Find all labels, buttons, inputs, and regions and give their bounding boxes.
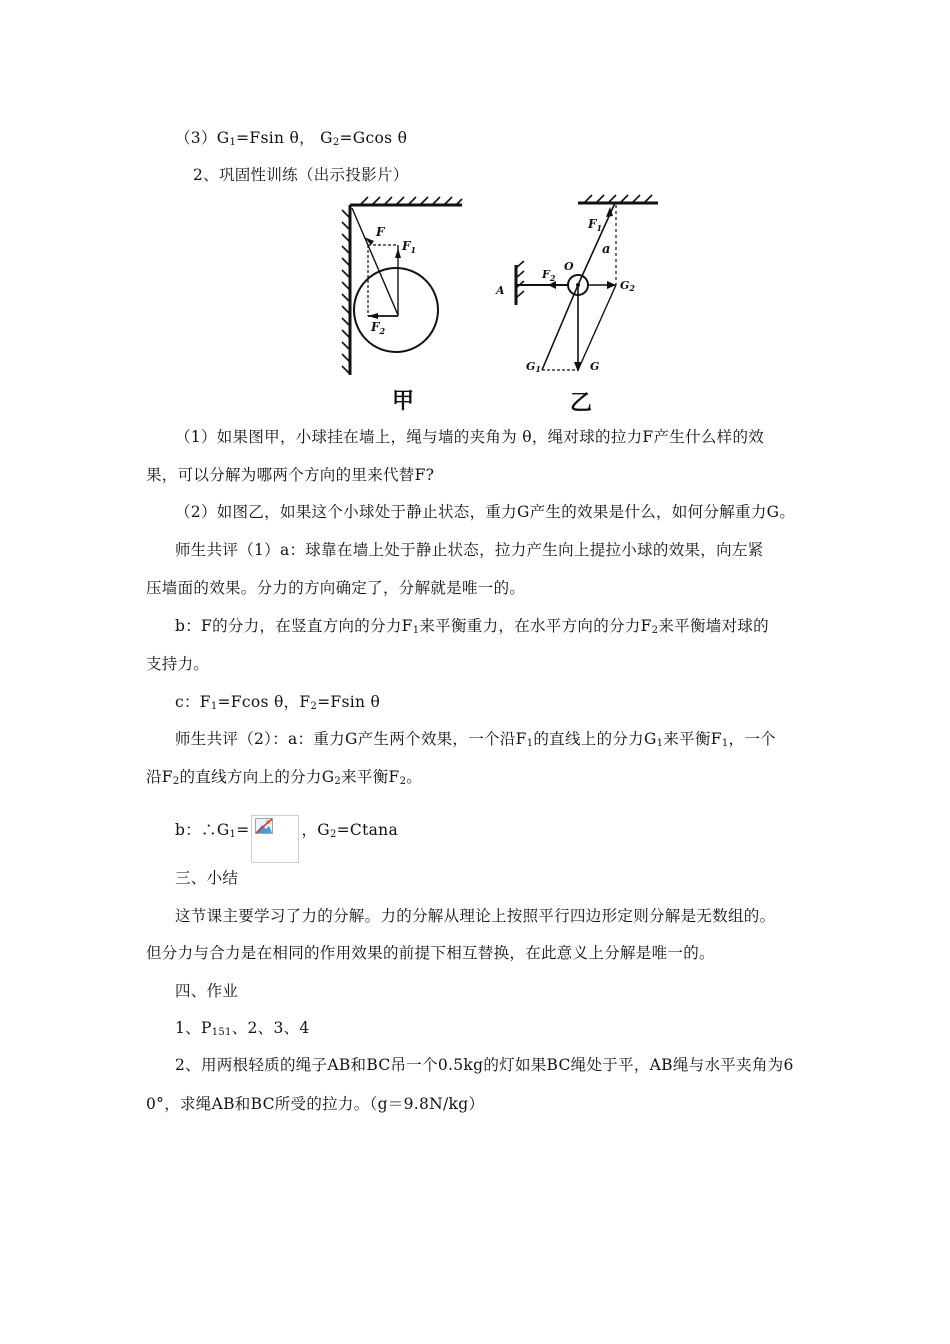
- label-g1: G1: [526, 360, 541, 374]
- review-1-b-line-2: 支持力。: [146, 655, 210, 673]
- label-f: F: [376, 225, 385, 239]
- caption-jia: 甲: [392, 388, 415, 414]
- force-diagram-svg: [340, 190, 680, 420]
- caption-yi: 乙: [570, 390, 593, 416]
- homework-item-2-line-2: 0°，求绳AB和BC所受的拉力。（g＝9.8N/kg）: [146, 1095, 485, 1113]
- label-o: O: [564, 260, 574, 273]
- homework-item-1: 1、$P_{151}$、2、3、4: [175, 1019, 310, 1038]
- review-2-line-1: 师生共评（2）：a：重力G产生两个效果，一个沿$F_1$的直线上的分力$G_1$来平衡$F_1$，一个: [175, 730, 776, 749]
- section-summary-heading: 三、小结: [175, 869, 239, 887]
- label-alpha: a: [602, 242, 611, 257]
- question-1-line-2: 果，可以分解为哪两个方向的里来代替F?: [146, 466, 435, 484]
- label-f2-jia: $F_2$: [371, 320, 386, 336]
- label-f1-yi: $F_1$: [588, 217, 603, 233]
- label-a: A: [496, 284, 505, 297]
- question-1-line-1: （1）如果图甲，小球挂在墙上，绳与墙的夹角为 θ，绳对球的拉力F产生什么样的效: [175, 428, 765, 446]
- force-diagram-figure: [340, 190, 680, 424]
- figure-yi: [516, 195, 658, 372]
- section-homework-heading: 四、作业: [175, 982, 239, 1000]
- label-g2: G2: [620, 279, 635, 293]
- broken-image-icon: [251, 815, 299, 863]
- label-f2-yi: $F_2$: [542, 268, 556, 283]
- section-consolidation-training: 2、巩固性训练（出示投影片）: [193, 166, 409, 184]
- review-2-line-2: 沿$F_2$的直线方向上的分力$G_2$来平衡$F_2$。: [146, 768, 423, 787]
- figure-jia: [342, 197, 462, 375]
- line-g1-g2-formula: $(3)G_1=Fsin$ θ， $G_2=Gcos$ θ: [175, 129, 408, 148]
- image-placeholder-icon: [255, 818, 273, 834]
- review-1-c-formula: c：$F_1=Fcos$ θ，$F_2=Fsin$ θ: [175, 693, 381, 712]
- review-1-line-2: 压墙面的效果。分力的方向确定了，分解就是唯一的。: [146, 579, 526, 597]
- summary-line-1: 这节课主要学习了力的分解。力的分解从理论上按照平行四边形定则分解是无数组的。: [175, 907, 776, 925]
- summary-line-2: 但分力与合力是在相同的作用效果的前提下相互替换，在此意义上分解是唯一的。: [146, 944, 715, 962]
- homework-item-2-line-1: 2、用两根轻质的绳子AB和BC吊一个0.5kg的灯如果BC绳处于平，AB绳与水平夹角为6: [175, 1056, 794, 1074]
- label-g: G: [590, 360, 600, 373]
- review-1-line-1: 师生共评（1）a：球靠在墙上处于静止状态，拉力产生向上提拉小球的效果，向左紧: [175, 541, 764, 559]
- review-1-b-line-1: b：F的分力，在竖直方向的分力$F_1$来平衡重力，在水平方向的分力$F_2$来平衡墙对球的: [175, 617, 769, 636]
- label-f1-jia: $F_1$: [402, 239, 417, 255]
- review-2-b-formula: b：$\therefore G_1=$ ，$G_2=Ctana$: [175, 815, 398, 863]
- question-2: （2）如图乙，如果这个小球处于静止状态，重力G产生的效果是什么，如何分解重力G。: [175, 503, 796, 521]
